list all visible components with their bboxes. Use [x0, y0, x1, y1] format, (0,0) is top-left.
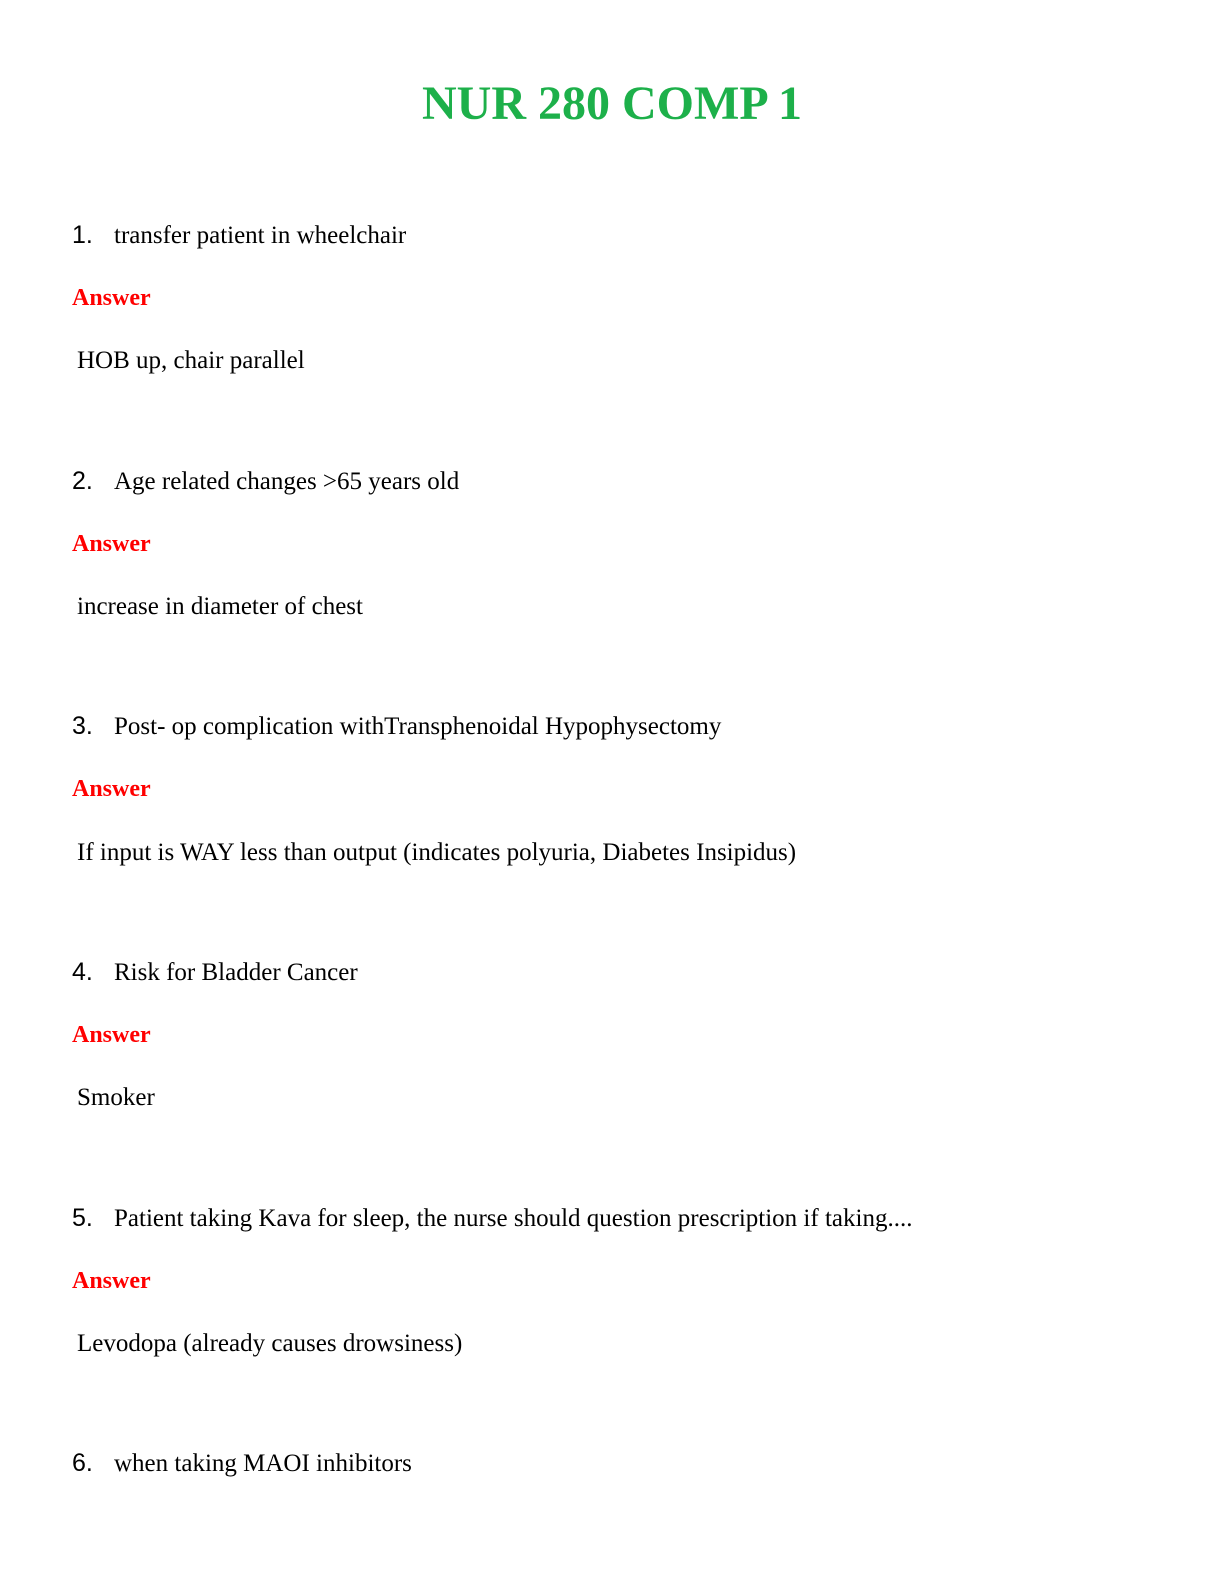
- answer-text: Smoker: [77, 1084, 155, 1111]
- question-number: 1.: [72, 221, 93, 249]
- answer-label: Answer: [72, 531, 151, 557]
- question-text: Age related changes >65 years old: [114, 468, 460, 495]
- question-5: [72, 1203, 1172, 1234]
- question-text: transfer patient in wheelchair: [114, 222, 407, 249]
- question-3: [72, 711, 1172, 742]
- answer-label: Answer: [72, 1022, 151, 1048]
- question-text: Post- op complication withTransphenoidal Hypophysectomy: [114, 713, 722, 740]
- answer-label: Answer: [72, 285, 151, 311]
- answer-text: Levodopa (already causes drowsiness): [77, 1330, 463, 1357]
- question-number: 3.: [72, 712, 93, 740]
- answer-text: increase in diameter of chest: [77, 593, 363, 620]
- question-text: Patient taking Kava for sleep, the nurse should question prescription if taking....: [114, 1205, 913, 1232]
- answer-text: HOB up, chair parallel: [77, 347, 305, 374]
- question-4: [72, 957, 1172, 988]
- question-number: 6.: [72, 1449, 93, 1477]
- question-number: 2.: [72, 467, 93, 495]
- question-number: 5.: [72, 1204, 93, 1232]
- question-1: [72, 220, 1172, 251]
- question-6: [72, 1448, 1172, 1479]
- answer-text: If input is WAY less than output (indicates polyuria, Diabetes Insipidus): [77, 839, 797, 866]
- answer-label: Answer: [72, 1268, 151, 1294]
- question-text: when taking MAOI inhibitors: [114, 1450, 412, 1477]
- page-title: NUR 280 COMP 1: [422, 77, 802, 130]
- answer-label: Answer: [72, 776, 151, 802]
- question-number: 4.: [72, 958, 93, 986]
- question-2: [72, 466, 1172, 497]
- question-text: Risk for Bladder Cancer: [114, 959, 358, 986]
